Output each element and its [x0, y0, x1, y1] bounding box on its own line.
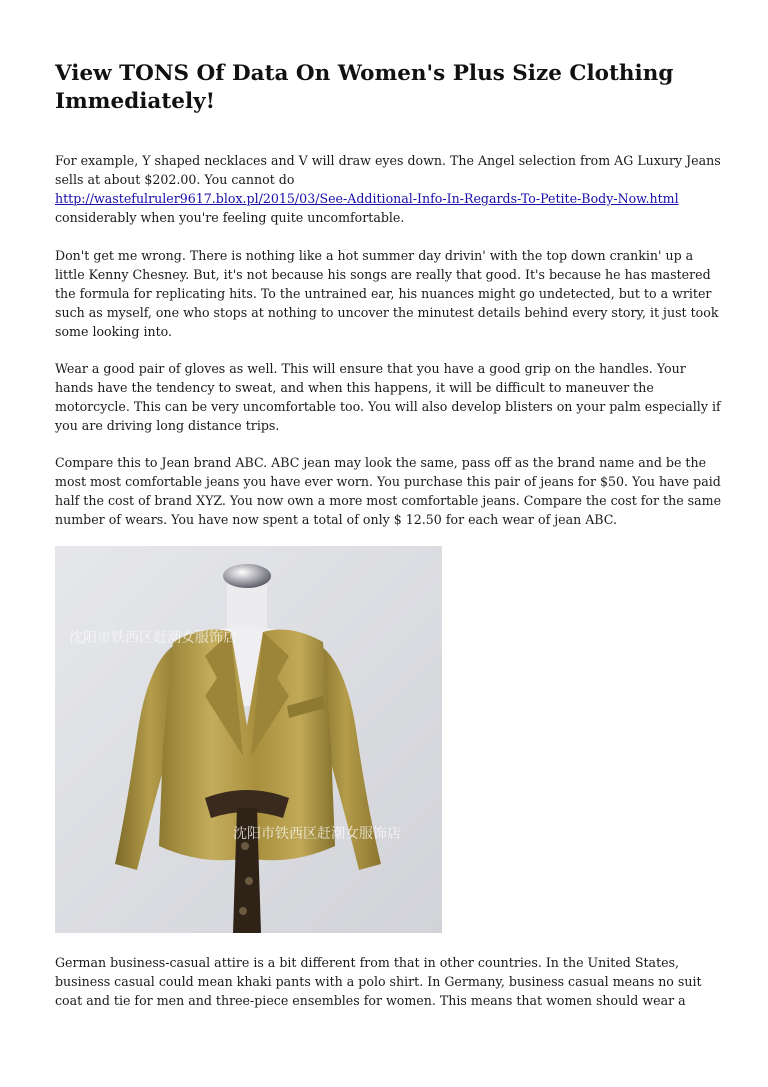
watermark-bottom: 沈阳市铁西区赶潮女服饰店 [233, 826, 401, 842]
paragraph-5: German business-casual attire is a bit different from that in other countries. In the United States, business casual could mean khaki pants with a polo shirt. In Germany, business casual means no suit coat and tie for men and three-piece ensembles for women. This means that women should wear a [55, 955, 702, 1008]
article-link[interactable]: http://wastefulruler9617.blox.pl/2015/03/See-Additional-Info-In-Regards-To-Petite-Body-Now.html [55, 191, 679, 206]
paragraph-3: Wear a good pair of gloves as well. This will ensure that you have a good grip on the handles. Your hands have the tendency to sweat, and when this happens, it will be difficult to maneuver the motorcycle. This can be very uncomfortable too. You will also develop blisters on your palm especially if you are driving long distance trips. [55, 361, 721, 433]
paragraph-2: Don't get me wrong. There is nothing like a hot summer day drivin' with the top down crankin' up a little Kenny Chesney. But, it's not because his songs are really that good. It's because he has mastered the formula for replicating hits. To the untrained ear, his nuances might go undetected, but to a writer such as myself, one who stops at nothing to uncover the minutest details behind every story, it just took some looking into. [55, 248, 719, 339]
jacket-photo [55, 546, 442, 933]
watermark-top: 沈阳市铁西区赶潮女服饰店 [69, 630, 237, 646]
page-title: View TONS Of Data On Women's Plus Size Clothing Immediately! [55, 61, 674, 114]
paragraph-4: Compare this to Jean brand ABC. ABC jean may look the same, pass off as the brand name and be the most most comfortable jeans you have ever worn. You purchase this pair of jeans for $50. You have paid half the cost of brand XYZ. You now own a more most comfortable jeans. Compare the cost for the same number of wears. You have now spent a total of only $ 12.50 for each wear of jean ABC. [55, 455, 722, 527]
scarf-pattern-dot [239, 907, 247, 915]
paragraph-1-text-start: For example, Y shaped necklaces and V will draw eyes down. The Angel selection from AG Luxury Jeans sells at about $202.00. You cannot do [55, 153, 721, 187]
scarf-pattern-dot [245, 877, 253, 885]
mannequin-cap-icon [223, 564, 271, 588]
paragraph-1 [55, 151, 725, 227]
paragraph-1-text-end: considerably when you're feeling quite uncomfortable. [55, 210, 405, 225]
scarf-pattern-dot [241, 842, 249, 850]
